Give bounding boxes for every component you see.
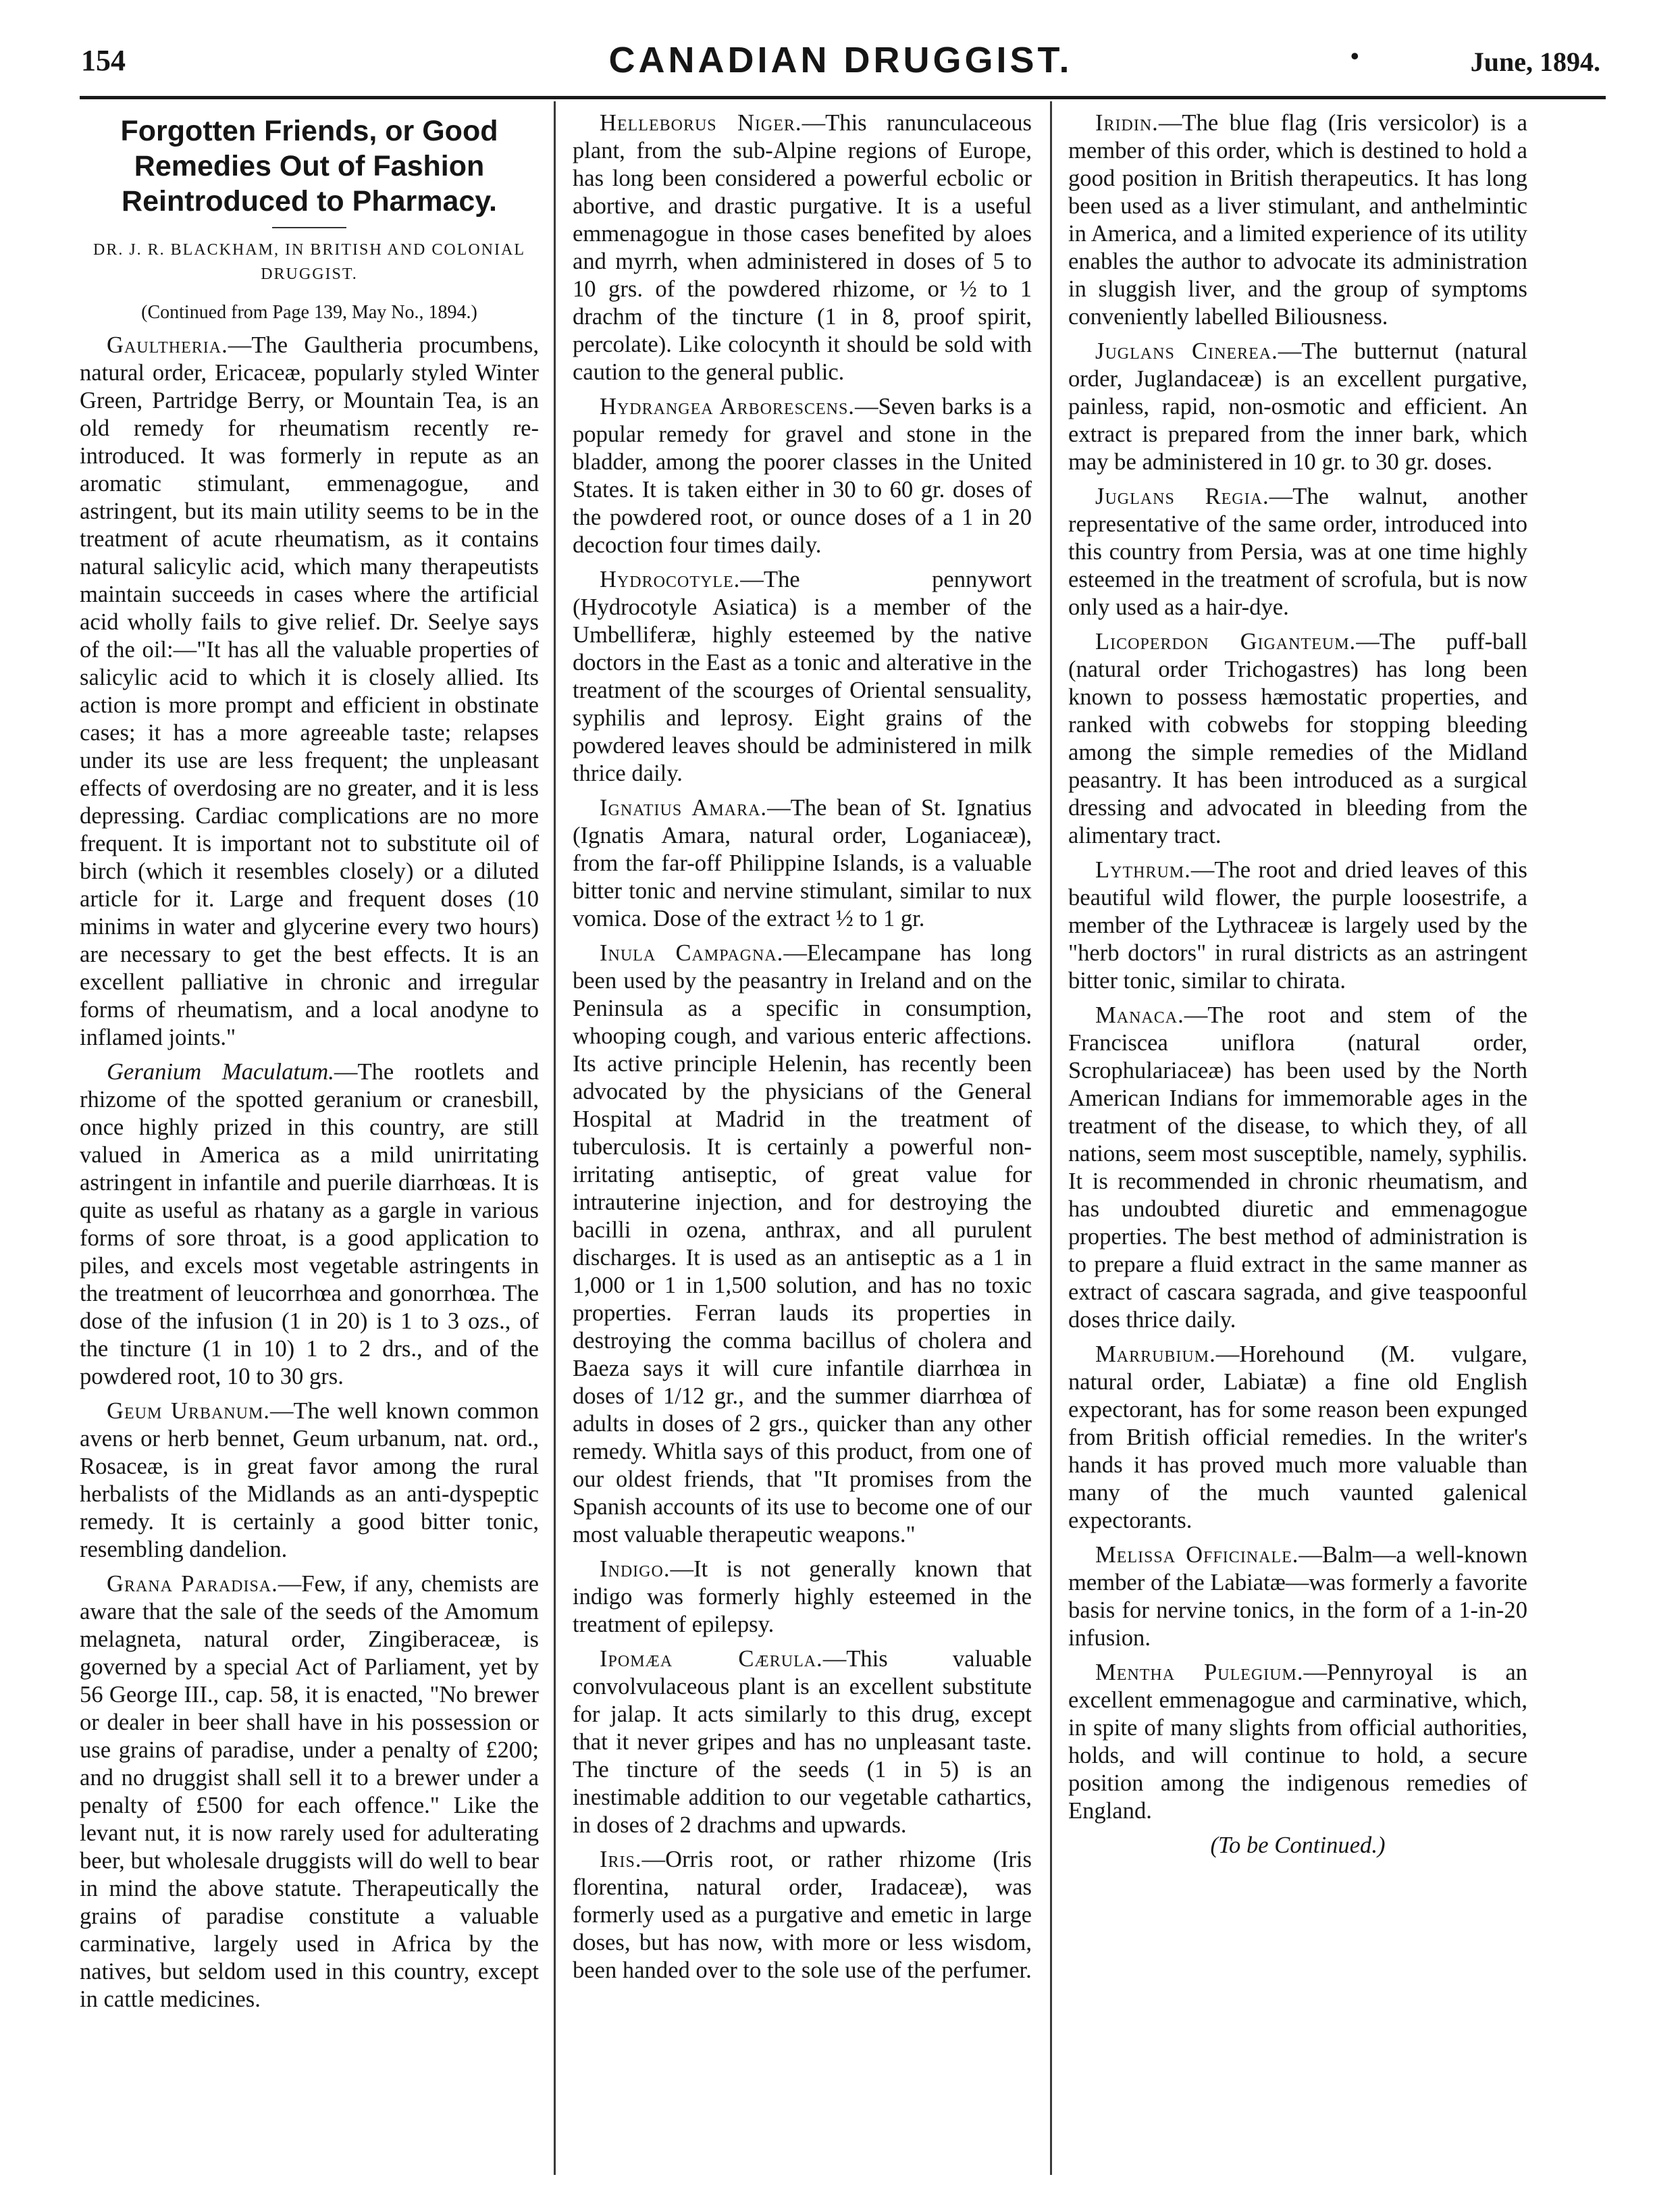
entry-text: —The rootlets and rhizome of the spotted geranium or cranesbill, once highly prized in this country, are still valued in America as a mild unirritating astringent in infantile and puerile diarrhœas. It is quite as useful as rhatany as a gargle in various forms of sore throat, is a good application to piles, and excels most vegetable astringents in the treatment of leucorrhœa and gonorrhœa. The dose of the infusion (1 in 20) is 1 to 3 ozs., of the tincture (1 in 10) 1 to 2 drs., and of the powdered root, 10 to 30 grs. — [80, 1059, 539, 1389]
entry-term: Manaca. — [1095, 1002, 1184, 1028]
entry-term: Ignatius Amara. — [600, 795, 768, 821]
entry-paragraph — [1068, 856, 1527, 995]
entry-text: —The blue flag (Iris versicolor) is a member of this order, which is destined to hold a good position in British therapeutics. It has long been used as a liver stimulant, and anthelmintic in America, and a limited experience of its utility enables the author to advocate its administration in sluggish liver, and the group of symptoms conveniently labelled Biliousness. — [1068, 110, 1527, 330]
article-title: Forgotten Friends, or Good Remedies Out of Fashion Reintroduced to Pharmacy. — [120, 115, 498, 217]
entry-term: Iridin. — [1095, 110, 1159, 136]
column-3 — [1068, 109, 1527, 1859]
entry-paragraph — [573, 794, 1032, 933]
entry-paragraph — [573, 393, 1032, 559]
to-be-continued: (To be Continued.) — [1210, 1832, 1386, 1858]
entry-paragraph — [1068, 109, 1527, 331]
entry-paragraph — [573, 1846, 1032, 1984]
entry-term: Helleborus Niger. — [600, 110, 802, 136]
entry-paragraph — [573, 1556, 1032, 1639]
entry-term: Hydrocotyle. — [600, 567, 741, 592]
issue-date: June, 1894. — [1470, 47, 1600, 77]
entry-term: Inula Campagna. — [600, 940, 784, 966]
entry-text: —Balm—a well-known member of the Labiatæ—was formerly a favorite basis for nervine tonics, in the form of a 1-in-20 infusion. — [1068, 1542, 1527, 1651]
entry-text: —Pennyroyal is an excellent emmenagogue and carminative, which, in spite of many slights from official authorities, holds, and will continue to hold, a secure position among the indigenous remedies of England. — [1068, 1660, 1527, 1824]
title-rule — [272, 227, 346, 228]
column-separator — [1050, 101, 1052, 2175]
entry-paragraph — [573, 109, 1032, 386]
entry-paragraph — [573, 940, 1032, 1549]
entry-paragraph — [1068, 1541, 1527, 1652]
entry-text: —The walnut, another representative of the same order, introduced into this country from Persia, was at one time highly esteemed in the treatment of scrofula, but is now only used as a hair-dye. — [1068, 484, 1527, 620]
entry-text: —Few, if any, chemists are aware that the sale of the seeds of the Amomum melagneta, natural order, Zingiberaceæ, is governed by a special Act of Parliament, yet by 56 George III., cap. 58, it is enacted, "No brewer or dealer in beer shall have in his possession or use grains of paradise, under a penalty of £200; and no druggist shall sell it to a brewer under a penalty of £500 for each offence." Like the levant nut, it is now rarely used for adulterating beer, but wholesale druggists will do well to bear in mind the above statute. Therapeutically the grains of paradise constitute a valuable carminative, largely used in Africa by the natives, but seldom used in this country, except in cattle medicines. — [80, 1571, 540, 2012]
entry-term: Gaultheria. — [107, 332, 228, 358]
header-dot: • — [1350, 43, 1359, 70]
entry-term: Juglans Regia. — [1095, 484, 1269, 509]
column-separator — [554, 101, 556, 2175]
journal-title: CANADIAN DRUGGIST. — [608, 40, 1073, 80]
entry-text: —The butternut (natural order, Juglandaceæ) is an excellent purgative, painless, rapid, non-osmotic and efficient. An extract is prepared from the inner bark, which may be administered in 10 gr. to 30 gr. doses. — [1068, 338, 1527, 475]
entry-paragraph — [80, 1397, 539, 1564]
entry-paragraph — [1068, 338, 1527, 476]
entry-text: —The puff-ball (natural order Trichogastres) has long been known to possess hæmostatic properties, and ranked with cobwebs for stopping bleeding among the simple remedies of the Midland peasantry. It has been introduced as a surgical dressing and advocated in bleeding from the alimentary tract. — [1068, 629, 1527, 848]
column-1 — [80, 109, 539, 2020]
article-byline: DR. J. R. BLACKHAM, IN BRITISH AND COLONIAL DRUGGIST. — [93, 241, 525, 283]
entry-term: Hydrangea Arborescens. — [600, 394, 855, 419]
continued-note: (Continued from Page 139, May No., 1894.) — [141, 302, 477, 323]
page-number: 154 — [81, 44, 126, 77]
entry-text: —The well known common avens or herb bennet, Geum urbanum, nat. ord., Rosaceæ, is in great favor among the rural herbalists of the Midlands as an anti-dyspeptic remedy. It is certainly a good bitter tonic, resembling dandelion. — [80, 1398, 539, 1562]
column-2 — [573, 109, 1032, 1991]
entry-paragraph — [80, 1058, 539, 1391]
entry-term: Melissa Officinale. — [1095, 1542, 1299, 1568]
entry-text: —Orris root, or rather rhizome (Iris florentina, natural order, Iradaceæ), was formerly used as a purgative and emetic in large doses, but has now, with more or less wisdom, been handed over to the sole use of the perfumer. — [573, 1847, 1032, 1983]
entry-term: Iris. — [600, 1847, 642, 1872]
entry-text: —The root and dried leaves of this beautiful wild flower, the purple loosestrife, a member of the Lythraceæ is largely used by the "herb doctors" in rural districts as an astringent bitter tonic, similar to chirata. — [1068, 857, 1527, 994]
entry-term: Geranium Maculatum. — [107, 1059, 334, 1085]
entry-paragraph — [1068, 628, 1527, 850]
entry-paragraph — [1068, 1341, 1527, 1535]
entry-term: Grana Paradisa. — [107, 1571, 278, 1597]
entry-paragraph — [80, 332, 539, 1052]
entry-text: —The root and stem of the Franciscea uniflora (natural order, Scrophulariaceæ) has been used by the North American Indians for immemorable ages in the treatment of the disease, to which they, of all nations, seem most susceptible, namely, syphilis. It is recommended in chronic rheumatism, and has undoubted diuretic and emmenagogue properties. The best method of administration is to prepare a fluid extract in the same manner as extract of cascara sagrada, and give teaspoonful doses thrice daily. — [1068, 1002, 1527, 1333]
entry-term: Marrubium. — [1095, 1341, 1216, 1367]
page-header — [81, 39, 1600, 93]
entry-text: —The bean of St. Ignatius (Ignatis Amara, natural order, Loganiaceæ), from the far-off Philippine Islands, is a valuable bitter tonic and nervine stimulant, similar to nux vomica. Dose of the extract ½ to 1 gr. — [573, 795, 1032, 931]
entry-term: Lythrum. — [1095, 857, 1191, 883]
entry-paragraph — [80, 1570, 539, 2013]
entry-term: Mentha Pulegium. — [1095, 1660, 1304, 1685]
entry-text: —Elecampane has long been used by the peasantry in Ireland and on the Peninsula as a specific in consumption, whooping cough, and various enteric affections. Its active principle Helenin, has recently been advocated by the physicians of the General Hospital at Madrid in the treatment of tuberculosis. It is certainly a powerful non-irritating antiseptic, of great value for intrauterine injection, and for destroying the bacilli in ozena, anthrax, and all purulent discharges. It is used as an antiseptic as a 1 in 1,000 or 1 in 1,500 solution, and has no toxic properties. Ferran lauds its properties in destroying the comma bacillus of cholera and Baeza says it will cure infantile diarrhœa in doses of 1/12 gr., and the summer diarrhœa of adults in doses of 2 grs., quicker than any other remedy. Whitla says of this product, from one of our oldest friends, that "It promises from the Spanish accounts of its use to become one of our most valuable therapeutic weapons." — [573, 940, 1032, 1547]
entry-text: —This valuable convolvulaceous plant is an excellent substitute for jalap. It acts similarly to this drug, except that it never gripes and has no unpleasant taste. The tincture of the seeds (1 in 5) is an inestimable addition to our vegetable cathartics, in doses of 2 drachms and upwards. — [573, 1646, 1032, 1838]
entry-paragraph — [1068, 483, 1527, 621]
entry-paragraph — [1068, 1659, 1527, 1825]
header-rule — [80, 96, 1606, 99]
entry-paragraph — [573, 1645, 1032, 1839]
entry-text: —This ranunculaceous plant, from the sub-Alpine regions of Europe, has long been considered a powerful ecbolic or abortive, and drastic purgative. It is a useful emmenagogue in those cases benefited by aloes and myrrh, when administered in doses of 5 to 10 grs. of the powdered rhizome, or ½ to 1 drachm of the tincture (1 in 8, proof spirit, percolate). Like colocynth it should be sold with caution to the general public. — [573, 110, 1032, 385]
entry-text: —It is not generally known that indigo was formerly highly esteemed in the treatment of epilepsy. — [573, 1556, 1032, 1637]
entry-term: Indigo. — [600, 1556, 671, 1582]
entry-paragraph — [1068, 1002, 1527, 1334]
entry-term: Juglans Cinerea. — [1095, 338, 1278, 364]
entry-text: —Horehound (M. vulgare, natural order, Labiatæ) a fine old English expectorant, has for some reason been expunged from British official remedies. In the writer's hands it has proved much more valuable than many of the much vaunted galenical expectorants. — [1068, 1341, 1527, 1533]
entry-text: —The Gaultheria procumbens, natural order, Ericaceæ, popularly styled Winter Green, Partridge Berry, or Mountain Tea, is an old remedy for rheumatism recently re-introduced. It was formerly in repute as an aromatic stimulant, emmenagogue, and astringent, but its main utility seems to be in the treatment of acute rheumatism, as it contains natural salicylic acid, which many therapeutists maintain succeeds in cases where the artificial acid wholly fails to give relief. Dr. Seelye says of the oil:—"It has all the valuable properties of salicylic acid to which it is closely allied. Its action is more prompt and efficient in obstinate cases; it has a more agreeable taste; relapses under its use are less frequent; the unpleasant effects of overdosing are no greater, and it is less depressing. Cardiac complications are no more frequent. It is important not to substitute oil of birch (which it resembles closely) or a diluted article for it. Large and frequent doses (10 minims in water and glycerine every two hours) are necessary to get the best effects. It is an excellent palliative in chronic and irregular forms of rheumatism, and a local anodyne to inflamed joints." — [80, 332, 539, 1050]
entry-text: —Seven barks is a popular remedy for gravel and stone in the bladder, among the poorer classes in the United States. It is taken either in 30 to 60 gr. doses of the powdered root, or ounce doses of a 1 in 20 decoction four times daily. — [573, 394, 1032, 558]
entry-text: —The pennywort (Hydrocotyle Asiatica) is a member of the Umbelliferæ, highly esteemed by the native doctors in the East as a tonic and alterative in the treatment of the scourges of Oriental sensuality, syphilis and leprosy. Eight grains of the powdered leaves should be administered in milk thrice daily. — [573, 567, 1032, 786]
entry-paragraph — [573, 566, 1032, 788]
entry-term: Ipomæa Cærula. — [600, 1646, 823, 1672]
entry-term: Geum Urbanum. — [107, 1398, 270, 1424]
entry-term: Licoperdon Giganteum. — [1095, 629, 1357, 654]
